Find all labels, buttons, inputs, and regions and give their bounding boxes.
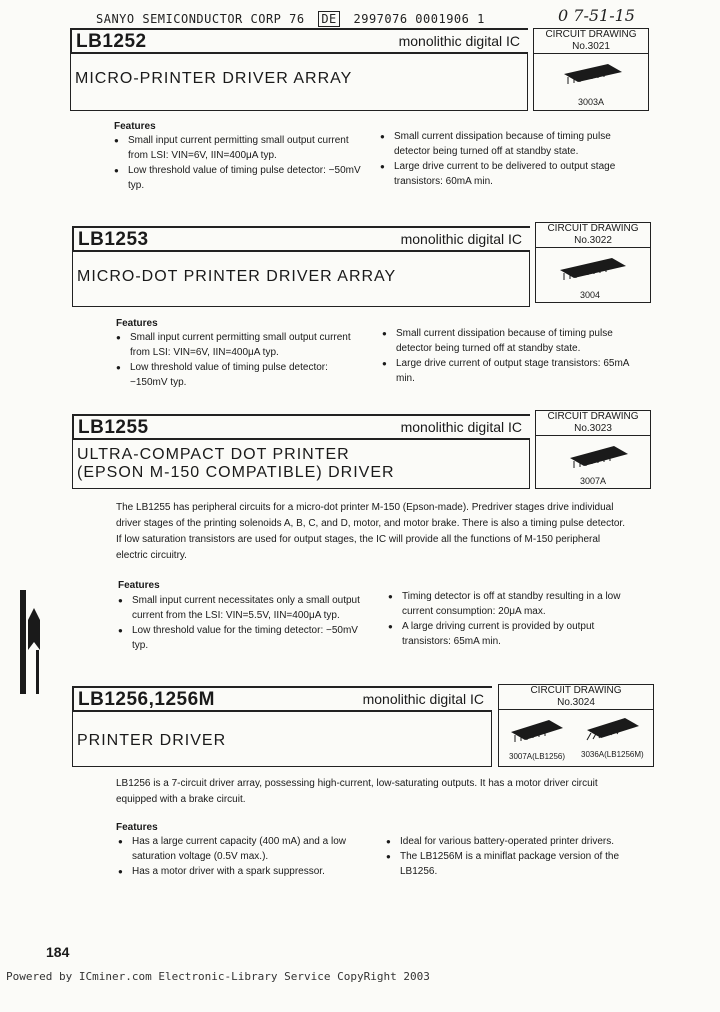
package-box [535, 246, 651, 303]
features-heading: Features [116, 318, 158, 329]
company-code: SANYO SEMICONDUCTOR CORP 76 [96, 12, 305, 26]
package-code: 3004 [580, 290, 601, 300]
package-box [535, 434, 651, 489]
feature-item: ● Ideal for various battery-operated printer drivers. [386, 834, 628, 849]
features-left [118, 834, 370, 879]
features-left [118, 593, 368, 653]
circuit-label: CIRCUIT DRAWING [547, 223, 639, 234]
circuit-number: No.3024 [557, 697, 595, 708]
feature-item: ● Small current dissipation because of timing pulse detector being turned off at standby state. [382, 326, 630, 356]
description-box [72, 438, 530, 489]
features-left [114, 133, 364, 193]
title-bar-lb1256 [72, 686, 492, 712]
package-code: 3007A(LB1256) [509, 752, 566, 761]
ic-type: monolithic digital IC [398, 33, 520, 49]
features-right [388, 589, 628, 649]
circuit-label: CIRCUIT DRAWING [547, 411, 639, 422]
header-line [96, 12, 491, 26]
feature-item: ● Small input current permitting small output current from LSI: VIN=6V, IIN=400μA typ. [114, 133, 364, 163]
feature-item: ● Small input current permitting small output current from LSI: VIN=6V, IIN=400μA typ. [116, 330, 366, 360]
ic-type: monolithic digital IC [362, 691, 484, 707]
header-code-de: DE [318, 11, 339, 27]
circuit-label: CIRCUIT DRAWING [530, 685, 622, 696]
description-line: MICRO-PRINTER DRIVER ARRAY [75, 70, 353, 87]
feature-item: ● Low threshold value of timing pulse detector: −50mV typ. [114, 163, 364, 193]
ic-package-icon [507, 714, 571, 750]
package-box [498, 708, 654, 767]
feature-item: ● Has a motor driver with a spark suppressor. [118, 864, 370, 879]
circuit-drawing-box [533, 28, 649, 54]
features-heading: Features [116, 822, 158, 833]
description-line: ULTRA-COMPACT DOT PRINTER [77, 446, 350, 463]
feature-item: ● Small current dissipation because of timing pulse detector being turned off at standby state. [380, 129, 628, 159]
description-box [70, 52, 528, 111]
features-left [116, 330, 366, 390]
feature-item: ● Large drive current to be delivered to output stage transistors: 60mA min. [380, 159, 628, 189]
package-code-2: 3036A(LB1256M) [581, 750, 644, 759]
header-code-number: 2997076 0001906 1 [353, 12, 485, 26]
description-line: MICRO-DOT PRINTER DRIVER ARRAY [77, 268, 397, 285]
section-body: The LB1255 has peripheral circuits for a micro-dot printer M-150 (Epson-made). Predriver stages drive individual driver stages of the printing solenoids A, B, C, and D, motor, and motor brake. There is also a timing pulse detector. If low saturation transistors are used for output stages, the IC will provide all the functions of M-150 peripheral electric circuitry. [116, 502, 625, 561]
ic-type: monolithic digital IC [400, 231, 522, 247]
ic-package-icon [558, 58, 628, 92]
features-right [380, 129, 628, 189]
description-line: PRINTER DRIVER [77, 732, 227, 749]
handwritten-code: 0 7-51-15 [558, 6, 635, 25]
footer-text: Powered by ICminer.com Electronic-Library Service CopyRight 2003 [6, 970, 430, 983]
package-code: 3003A [578, 97, 605, 107]
circuit-drawing-box [535, 410, 651, 436]
features-right [382, 326, 630, 386]
feature-item: ● Small input current necessitates only a small output current from the LSI: VIN=5.5V, IIN=400μA typ. [118, 593, 368, 623]
circuit-number: No.3022 [574, 235, 612, 246]
margin-mark [20, 590, 44, 694]
package-code: 3007A [580, 476, 607, 486]
part-number: LB1253 [78, 229, 149, 250]
description-box [72, 250, 530, 307]
feature-item: ● A large driving current is provided by output transistors: 65mA min. [388, 619, 628, 649]
feature-item: ● Large drive current of output stage transistors: 65mA min. [382, 356, 630, 386]
description-line: (EPSON M-150 COMPATIBLE) DRIVER [77, 464, 395, 481]
feature-item: ● Low threshold value for the timing detector: −50mV typ. [118, 623, 368, 653]
ic-package-icon [564, 440, 640, 474]
page-number: 184 [46, 944, 70, 960]
title-bar-lb1255 [72, 414, 530, 440]
feature-item: ● Timing detector is off at standby resulting in a low current consumption: 20μA max. [388, 589, 628, 619]
ic-type: monolithic digital IC [400, 419, 522, 435]
circuit-number: No.3021 [572, 41, 610, 52]
circuit-drawing-box [535, 222, 651, 248]
features-right [386, 834, 628, 879]
features-heading: Features [114, 121, 156, 132]
circuit-number: No.3023 [574, 423, 612, 434]
circuit-drawing-box [498, 684, 654, 710]
ic-package-icon [583, 712, 647, 748]
ic-package-icon [554, 252, 630, 286]
feature-item: ● Low threshold value of timing pulse detector: −150mV typ. [116, 360, 366, 390]
part-number: LB1255 [78, 417, 149, 438]
package-box [533, 52, 649, 111]
feature-item: ● Has a large current capacity (400 mA) and a low saturation voltage (0.5V max.). [118, 834, 370, 864]
title-bar-lb1253 [72, 226, 530, 252]
part-number: LB1256,1256M [78, 689, 215, 710]
part-number: LB1252 [76, 31, 147, 52]
features-heading: Features [118, 580, 160, 591]
section-body: LB1256 is a 7-circuit driver array, possessing high-current, low-saturating outputs. It has a motor driver circuit equipped with a brake circuit. [116, 778, 598, 805]
title-bar-lb1252 [70, 28, 528, 54]
description-box [72, 710, 492, 767]
circuit-label: CIRCUIT DRAWING [545, 29, 637, 40]
feature-item: ● The LB1256M is a miniflat package version of the LB1256. [386, 849, 628, 879]
